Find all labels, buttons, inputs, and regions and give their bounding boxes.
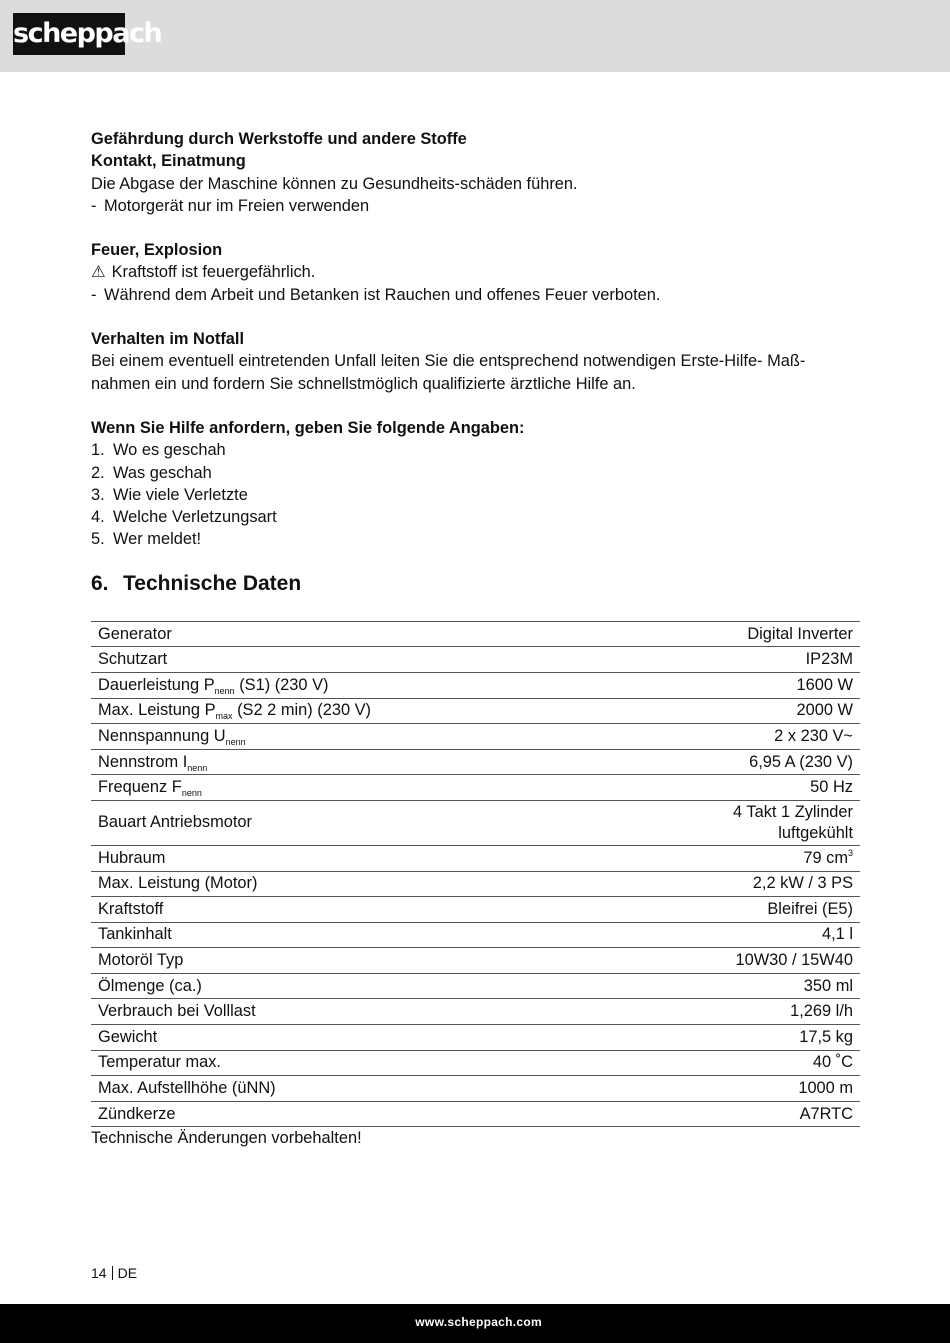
table-row: Ölmenge (ca.) 350 ml: [91, 973, 860, 999]
page-number: 14 DE: [91, 1265, 138, 1281]
brand-logo: scheppach: [13, 13, 125, 55]
table-row: Temperatur max. 40 ˚C: [91, 1050, 860, 1076]
dash-item: - Während dem Arbeit und Betanken ist Rauchen und offenes Feuer verboten.: [91, 285, 661, 304]
table-row: Dauerleistung $P_{nenn}$ (S1) (230 V) 1600 W: [91, 672, 860, 698]
dash-item: - Motorgerät nur im Freien verwenden: [91, 196, 370, 215]
page-header: [0, 0, 950, 72]
table-row: Max. Leistung (Motor) 2,2 kW / 3 PS: [91, 871, 860, 897]
table-row: Verbrauch bei Volllast 1,269 l/h: [91, 999, 860, 1025]
table-row: Frequenz $F_{nenn}$ 50 Hz: [91, 775, 860, 801]
tech-heading: 6. Technische Daten: [91, 571, 302, 595]
table-row: Tankinhalt 4,1 l: [91, 922, 860, 948]
section-text-emergency: Bei einem eventuell eintretenden Unfall leiten Sie die entsprechend notwendigen Erste-Hilfe- Maß-nahmen ein und fordern Sie schnellstmöglich qualifizierte ärztliche Hilfe an.: [91, 352, 806, 393]
list-item: 5. Wer meldet!: [91, 530, 202, 549]
table-row: Kraftstoff Bleifrei (E5): [91, 897, 860, 923]
table-row: Nennspannung $U_{nenn}$ 2 x 230 V~: [91, 724, 860, 750]
tech-note: Technische Änderungen vorbehalten!: [91, 1129, 362, 1148]
page-footer: [0, 1304, 950, 1343]
section-title-fire: Feuer, Explosion: [91, 241, 223, 260]
table-row: Motoröl Typ 10W30 / 15W40: [91, 948, 860, 974]
list-item: 2. Was geschah: [91, 463, 212, 482]
table-row: Schutzart IP23M: [91, 647, 860, 673]
warning-triangle-icon: ⚠: [91, 263, 106, 282]
table-row: Nennstrom $I_{nenn}$ 6,95 A (230 V): [91, 749, 860, 775]
help-list: [91, 439, 861, 550]
list-item: 3. Wie viele Verletzte: [91, 485, 248, 504]
table-row: Generator Digital Inverter: [91, 621, 860, 647]
section-subtitle-contact: Kontakt, Einatmung: [91, 152, 246, 171]
section-title-hazard: Gefährdung durch Werkstoffe und andere Stoffe: [91, 130, 467, 148]
section-text-exhaust: Die Abgase der Maschine können zu Gesundheits-schäden führen.: [91, 174, 578, 193]
list-item: 4. Welche Verletzungsart: [91, 508, 277, 527]
section-title-help: Wenn Sie Hilfe anfordern, geben Sie folgende Angaben:: [91, 418, 525, 437]
list-item: 1. Wo es geschah: [91, 441, 226, 460]
main-content: [91, 128, 861, 1150]
table-row: Bauart Antriebsmotor 4 Takt 1 Zylinder luftgekühlt: [91, 800, 860, 845]
specs-table: [91, 621, 860, 1128]
table-row: Max. Leistung $P_{max}$ (S2 2 min) (230 V) 2000 W: [91, 698, 860, 724]
warning-line: ⚠ Kraftstoff ist feuergefährlich.: [91, 261, 861, 283]
website-link[interactable]: www.scheppach.com: [415, 1315, 542, 1329]
table-row: Hubraum 79 $cm^3$: [91, 845, 860, 871]
table-row: Max. Aufstellhöhe (üNN) 1000 m: [91, 1076, 860, 1102]
table-row: Zündkerze A7RTC: [91, 1101, 860, 1127]
table-row: Gewicht 17,5 kg: [91, 1025, 860, 1051]
section-title-emergency: Verhalten im Notfall: [91, 330, 245, 349]
